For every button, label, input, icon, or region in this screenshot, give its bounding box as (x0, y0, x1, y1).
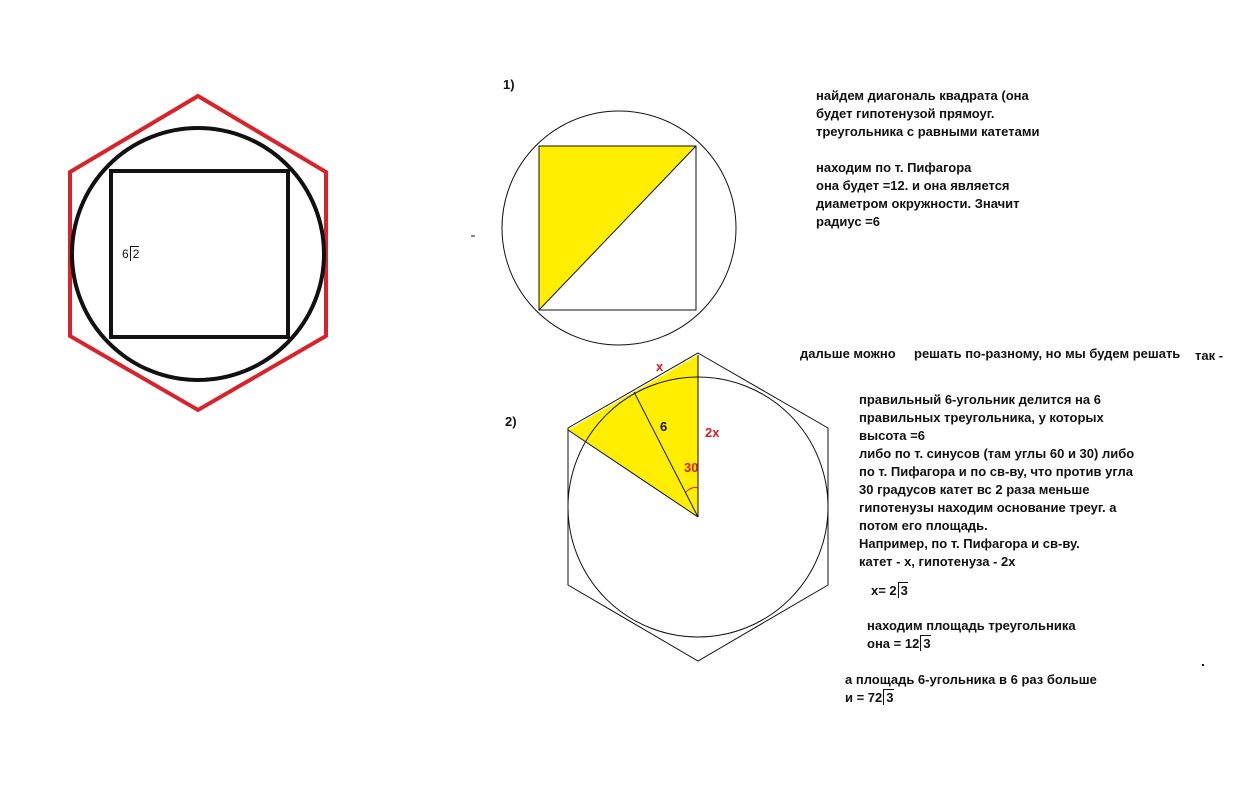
part2-line: потом его площадь. (859, 518, 988, 533)
left-side-label-rad: 2 (130, 246, 140, 261)
part2-line: катет - x, гипотенуза - 2x (859, 554, 1016, 569)
stray-dot (1202, 664, 1204, 666)
part2-label-2x: 2x (705, 425, 720, 440)
x-equation-rad: 3 (898, 582, 908, 598)
part2-line: 30 градусов катет вс 2 раза меньше (859, 482, 1090, 497)
left-side-label (122, 245, 139, 263)
part1-line: будет гипотенузой прямоуг. (816, 106, 995, 121)
part2-line: высота =6 (859, 428, 925, 443)
x-equation-pre: x= 2 (871, 583, 897, 598)
part2-line: по т. Пифагора и по св-ву, что против угла (859, 464, 1133, 479)
part2-label-30: 30 (684, 460, 699, 475)
part2-line: правильных треугольника, у которых (859, 410, 1104, 425)
total-equation-pre: и = 72 (845, 690, 883, 705)
total-line: а площадь 6-угольника в 6 раз больше (845, 672, 1097, 687)
part1-line: треугольника с равными катетами (816, 124, 1040, 139)
part2-line: правильный 6-угольник делится на 6 (859, 392, 1101, 407)
part1-line: диаметром окружности. Значит (816, 196, 1020, 211)
part1-number: 1) (503, 77, 515, 92)
part1-line (816, 141, 1039, 159)
part1-line: найдем диагональ квадрата (она (816, 88, 1029, 103)
part2-line: либо по т. синусов (там углы 60 и 30) либо (859, 446, 1135, 461)
part2-label-6: 6 (660, 419, 668, 434)
part1-line: она будет =12. и она является (816, 178, 1010, 193)
part2-explanation (859, 391, 1134, 571)
area-title: находим площадь треугольника (867, 618, 1076, 633)
total-equation-rad: 3 (883, 689, 893, 705)
part2-number: 2) (505, 414, 517, 429)
area-equation (867, 635, 931, 653)
area-equation-pre: она = 12 (867, 636, 920, 651)
part2-label-x: x (656, 359, 664, 374)
transition-c: так - (1195, 348, 1224, 363)
x-equation (871, 582, 908, 600)
area-equation-rad: 3 (920, 635, 930, 651)
part2-line: Например, по т. Пифагора и св-ву. (859, 536, 1080, 551)
part2-line: гипотенузы находим основание треуг. а (859, 500, 1117, 515)
part1-explanation (816, 87, 1039, 231)
total-equation (845, 689, 894, 707)
left-side-label-pre: 6 (122, 247, 129, 261)
transition-b: решать по-разному, но мы будем решать (914, 346, 1181, 361)
transition-a: дальше можно (800, 346, 896, 361)
part1-line: находим по т. Пифагора (816, 160, 972, 175)
part1-line: радиус =6 (816, 214, 880, 229)
part2-yellow-triangle (568, 355, 698, 517)
